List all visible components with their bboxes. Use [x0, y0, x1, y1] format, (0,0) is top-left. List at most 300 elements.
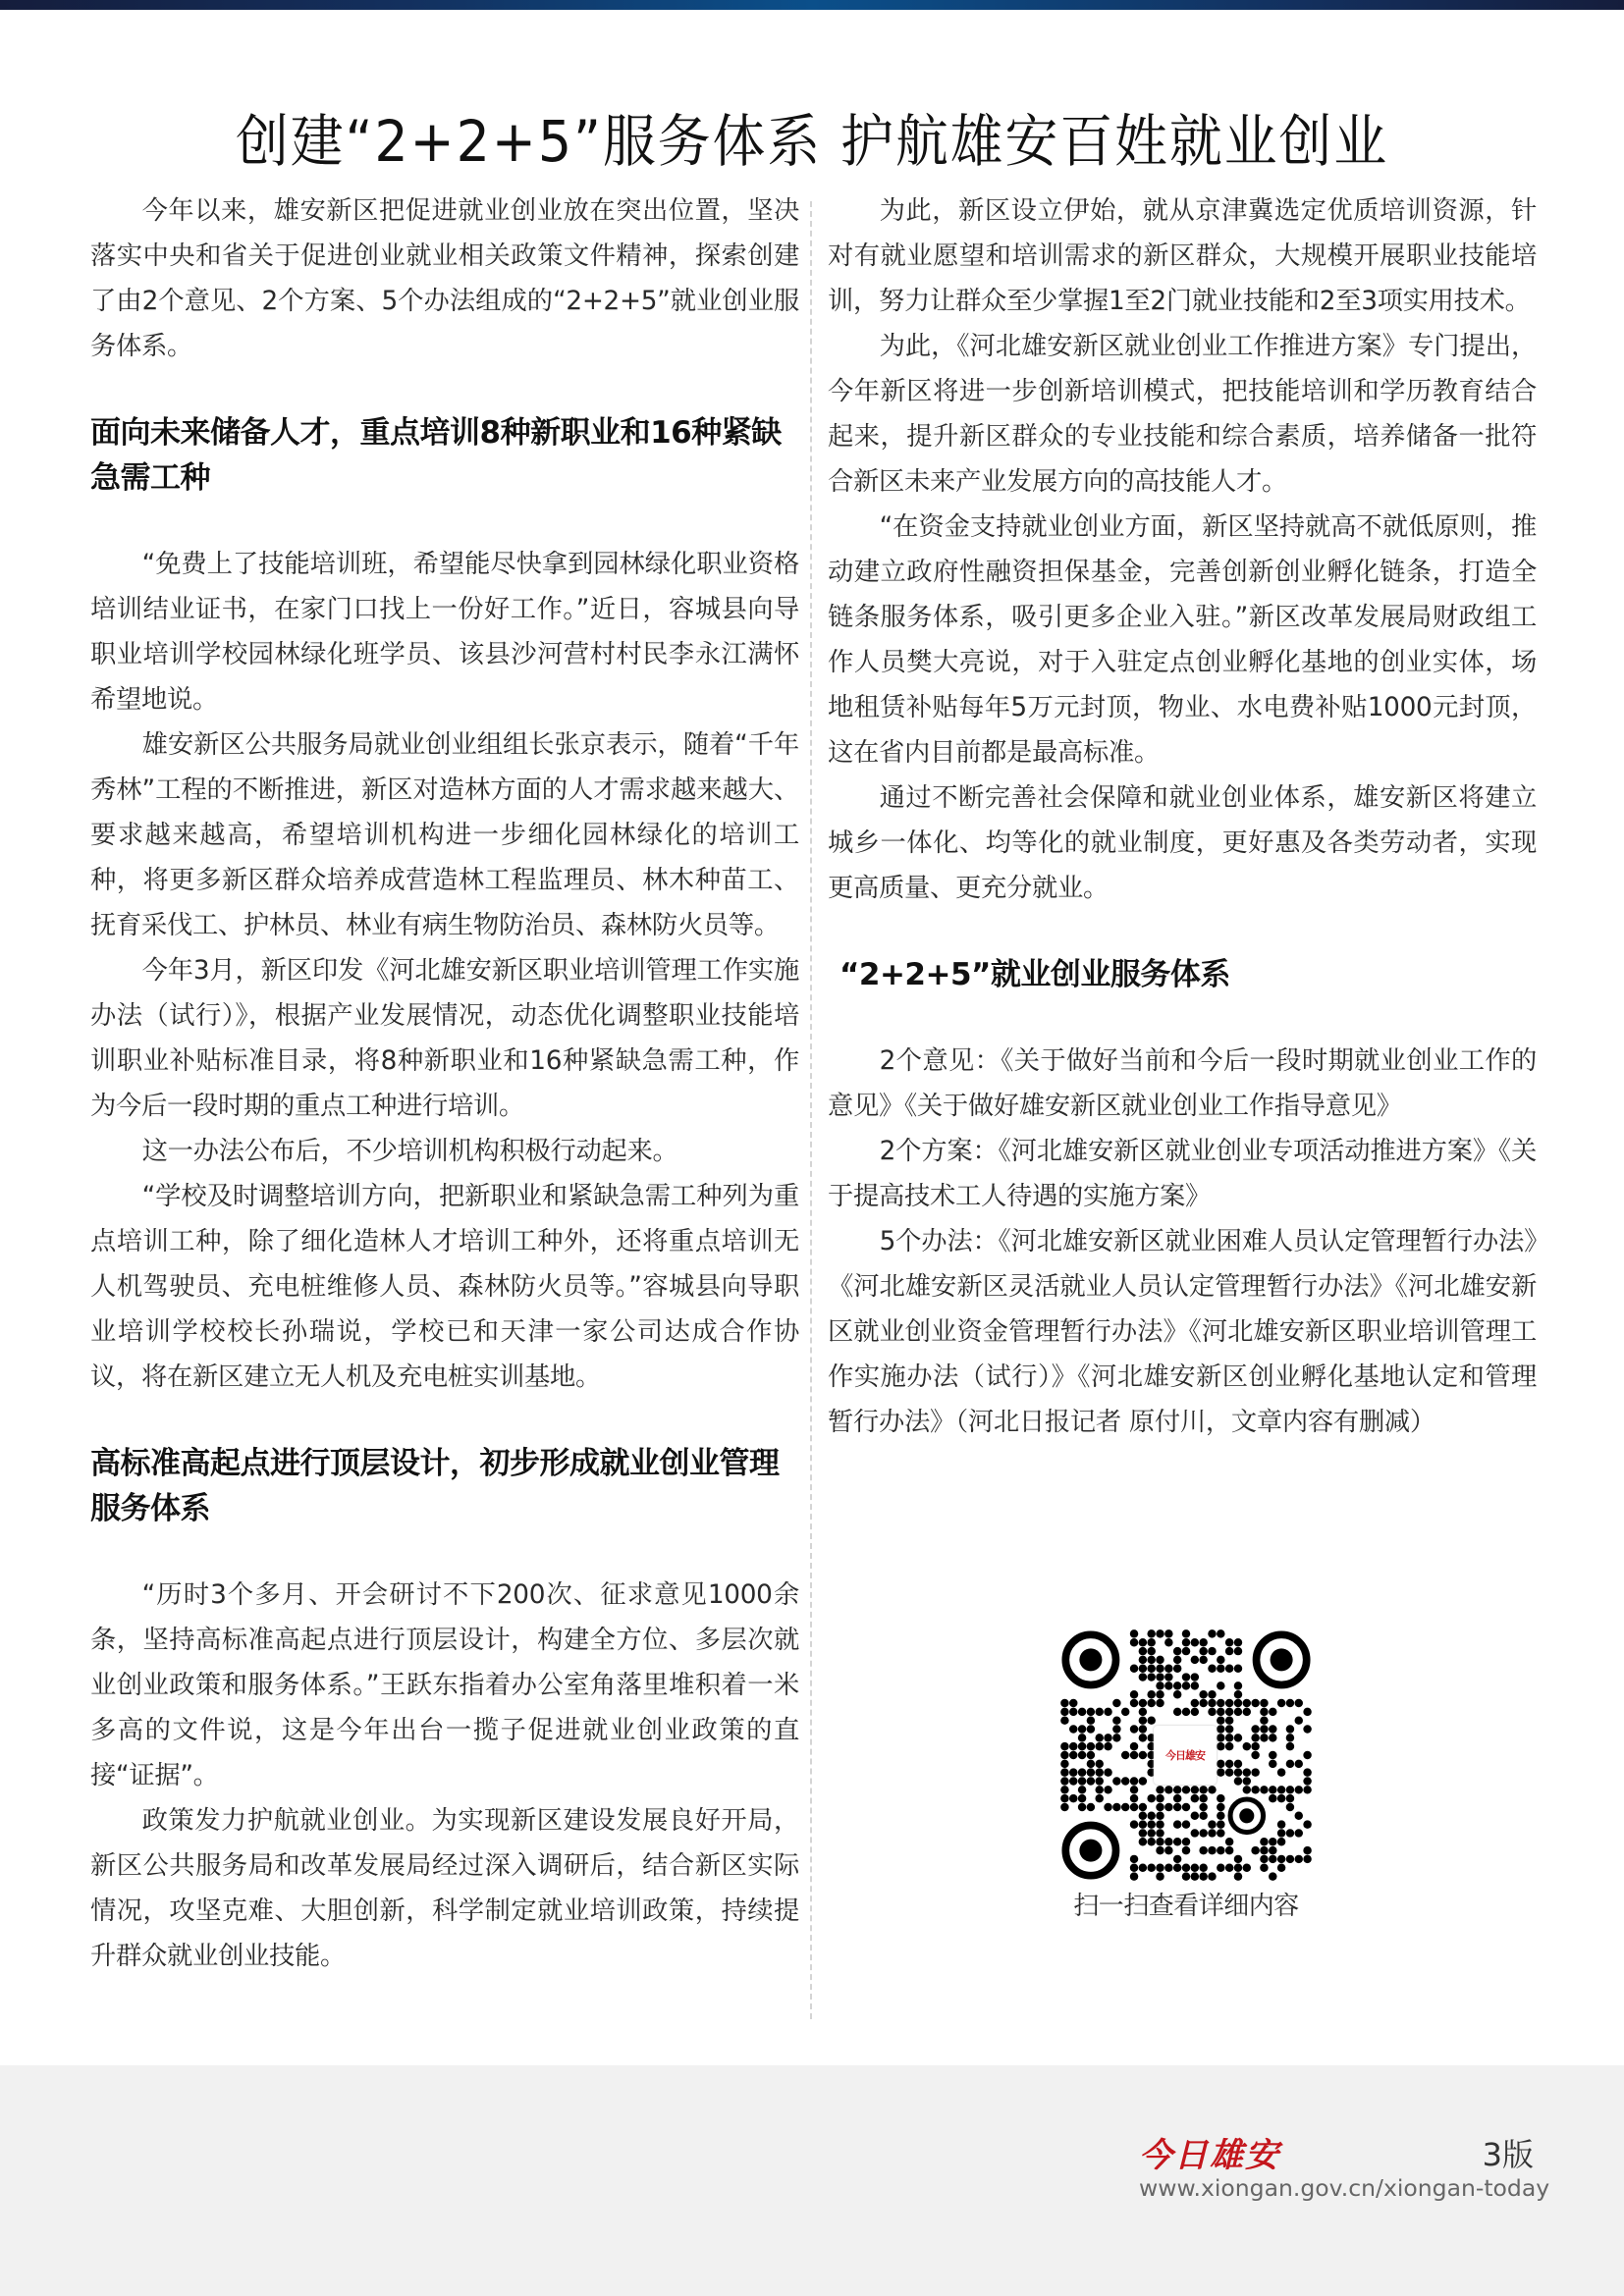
qr-module — [1199, 1647, 1207, 1655]
qr-module — [1060, 1742, 1068, 1750]
qr-module — [1243, 1742, 1251, 1750]
qr-module — [1130, 1725, 1138, 1733]
qr-module — [1112, 1803, 1120, 1811]
qr-module — [1078, 1777, 1086, 1785]
qr-caption: 扫一扫查看详细内容 — [1073, 1892, 1299, 1921]
qr-module — [1208, 1664, 1216, 1672]
qr-finder-dot — [1239, 1808, 1254, 1823]
qr-module — [1182, 1673, 1190, 1681]
qr-module — [1260, 1786, 1268, 1793]
body-paragraph: “学校及时调整培训方向，把新职业和紧缺急需工种列为重点培训工种，除了细化造林人才培训工种外，还将重点培训无人机驾驶员、充电桩维修人员、森林防火员等。”容城县向导职业培训学校校长孙瑞说，学校已和天津一家公司达成合作协议，将在新区建立无人机及充电桩实训基地。 — [90, 1182, 799, 1392]
qr-module — [1234, 1682, 1242, 1689]
qr-module — [1225, 1768, 1233, 1776]
qr-module — [1060, 1786, 1068, 1793]
qr-module — [1173, 1794, 1181, 1802]
qr-module — [1269, 1855, 1276, 1863]
qr-module — [1173, 1838, 1181, 1845]
qr-module — [1295, 1760, 1303, 1768]
qr-module — [1156, 1829, 1164, 1837]
footer-logo: 今日雄安 — [1139, 2136, 1280, 2175]
qr-module — [1156, 1699, 1164, 1707]
qr-module — [1260, 1855, 1268, 1863]
qr-module — [1147, 1656, 1155, 1664]
qr-module — [1225, 1708, 1233, 1716]
qr-module — [1147, 1673, 1155, 1681]
qr-module — [1087, 1768, 1095, 1776]
qr-module — [1104, 1786, 1111, 1793]
qr-module — [1156, 1673, 1164, 1681]
body-paragraph: “历时3个多月、开会研讨不下200次、征求意见1000余条，坚持高标准高起点进行顶层设计，构建全方位、多层次就业创业政策和服务体系。”王跃东指着办公室角落里堆积着一米多高的文件说，这是今年出台一揽子促进就业创业政策的直接“证据”。 — [90, 1580, 799, 1790]
qr-module — [1182, 1803, 1190, 1811]
qr-code-block[interactable] — [1060, 1629, 1312, 1926]
qr-module — [1087, 1760, 1095, 1768]
qr-module — [1269, 1760, 1276, 1768]
qr-module — [1121, 1777, 1129, 1785]
qr-module — [1173, 1708, 1181, 1716]
qr-module — [1208, 1846, 1216, 1854]
qr-module — [1078, 1734, 1086, 1741]
qr-module — [1208, 1699, 1216, 1707]
qr-module — [1217, 1629, 1224, 1637]
body-paragraph: “在资金支持就业创业方面，新区坚持就高不就低原则，推动建立政府性融资担保基金，完善创新创业孵化链条，打造全链条服务体系，吸引更多企业入驻。”新区改革发展局财政组工作人员樊大亮说，对于入驻定点创业孵化基地的创业实体，场地租赁补贴每年5万元封顶，物业、水电费补贴1000元封顶，这在省内目前都是最高标准。 — [828, 512, 1537, 768]
qr-module — [1104, 1734, 1111, 1741]
qr-module — [1303, 1820, 1311, 1828]
body-paragraph: 今年3月，新区印发《河北雄安新区职业培训管理工作实施办法（试行）》，根据产业发展情况，动态优化调整职业技能培训职业补贴标准目录，将8种新职业和16种紧缺急需工种，作为今后一段时期的重点工种进行培训。 — [90, 956, 799, 1121]
qr-module — [1191, 1786, 1199, 1793]
qr-module — [1130, 1629, 1138, 1637]
qr-module — [1217, 1682, 1224, 1689]
qr-module — [1147, 1664, 1155, 1672]
intro-paragraph: 今年以来，雄安新区把促进就业创业放在突出位置，坚决落实中央和省关于促进创业就业相关政策文件精神，探索创建了由2个意见、2个方案、5个办法组成的“2+2+5”就业创业服务体系。 — [90, 196, 799, 361]
qr-module — [1164, 1638, 1172, 1646]
qr-module — [1139, 1699, 1147, 1707]
qr-module — [1277, 1838, 1285, 1845]
qr-module — [1295, 1699, 1303, 1707]
qr-module — [1121, 1708, 1129, 1716]
qr-module — [1277, 1794, 1285, 1802]
qr-module — [1277, 1768, 1285, 1776]
qr-module — [1217, 1656, 1224, 1664]
column-divider — [810, 201, 812, 2019]
qr-module — [1087, 1803, 1095, 1811]
qr-module — [1139, 1777, 1147, 1785]
qr-module — [1156, 1846, 1164, 1854]
qr-code[interactable] — [1060, 1629, 1312, 1881]
qr-module — [1199, 1812, 1207, 1820]
qr-module — [1199, 1872, 1207, 1880]
qr-module — [1243, 1864, 1251, 1872]
qr-module — [1095, 1786, 1103, 1793]
qr-module — [1130, 1820, 1138, 1828]
qr-module — [1139, 1751, 1147, 1759]
qr-module — [1199, 1803, 1207, 1811]
qr-module — [1121, 1803, 1129, 1811]
qr-module — [1295, 1786, 1303, 1793]
qr-module — [1139, 1820, 1147, 1828]
qr-module — [1164, 1629, 1172, 1637]
qr-module — [1087, 1725, 1095, 1733]
qr-module — [1095, 1708, 1103, 1716]
qr-module — [1199, 1829, 1207, 1837]
qr-module — [1104, 1803, 1111, 1811]
qr-module — [1069, 1725, 1077, 1733]
qr-module — [1234, 1768, 1242, 1776]
qr-module — [1130, 1803, 1138, 1811]
page-number: 3版 — [1482, 2136, 1534, 2173]
qr-module — [1087, 1708, 1095, 1716]
qr-module — [1139, 1812, 1147, 1820]
qr-module — [1147, 1794, 1155, 1802]
qr-module — [1147, 1820, 1155, 1828]
qr-module — [1199, 1864, 1207, 1872]
qr-module — [1060, 1716, 1068, 1724]
qr-module — [1286, 1803, 1294, 1811]
qr-module — [1147, 1690, 1155, 1698]
qr-module — [1251, 1742, 1259, 1750]
qr-module — [1104, 1768, 1111, 1776]
qr-module — [1139, 1673, 1147, 1681]
qr-module — [1217, 1734, 1224, 1741]
qr-module — [1234, 1864, 1242, 1872]
qr-module — [1251, 1699, 1259, 1707]
system-item-measures: 5个办法：《河北雄安新区就业困难人员认定管理暂行办法》《河北雄安新区灵活就业人员认定管理暂行办法》《河北雄安新区就业创业资金管理暂行办法》《河北雄安新区职业培训管理工作实施办法（试行）》《河北雄安新区创业孵化基地认定和管理暂行办法》（河北日报记者 原付川，文章内容有删减） — [828, 1227, 1537, 1437]
qr-module — [1260, 1725, 1268, 1733]
qr-module — [1251, 1786, 1259, 1793]
qr-module — [1182, 1820, 1190, 1828]
qr-module — [1303, 1777, 1311, 1785]
qr-module — [1130, 1699, 1138, 1707]
qr-module — [1208, 1786, 1216, 1793]
qr-finder-dot — [1079, 1648, 1102, 1671]
qr-module — [1173, 1656, 1181, 1664]
qr-module — [1277, 1829, 1285, 1837]
body-paragraph: 雄安新区公共服务局就业创业组组长张京表示，随着“千年秀林”工程的不断推进，新区对造林方面的人才需求越来越大、要求越来越高，希望培训机构进一步细化园林绿化的培训工种，将更多新区群众培养成营造林工程监理员、林木种苗工、抚育采伐工、护林员、林业有病生物防治员、森林防火员等。 — [90, 730, 799, 940]
qr-module — [1286, 1760, 1294, 1768]
qr-module — [1139, 1647, 1147, 1655]
qr-module — [1164, 1786, 1172, 1793]
qr-module — [1277, 1864, 1285, 1872]
qr-module — [1087, 1751, 1095, 1759]
qr-module — [1234, 1734, 1242, 1741]
qr-module — [1156, 1812, 1164, 1820]
qr-module — [1208, 1820, 1216, 1828]
qr-module — [1286, 1699, 1294, 1707]
qr-module — [1251, 1725, 1259, 1733]
qr-module — [1060, 1699, 1068, 1707]
qr-module — [1078, 1786, 1086, 1793]
qr-module — [1069, 1751, 1077, 1759]
qr-module — [1234, 1690, 1242, 1698]
qr-module — [1217, 1768, 1224, 1776]
left-column — [90, 188, 799, 1979]
qr-module — [1156, 1682, 1164, 1689]
qr-module — [1139, 1656, 1147, 1664]
qr-module — [1078, 1742, 1086, 1750]
qr-module — [1139, 1664, 1147, 1672]
qr-module — [1243, 1699, 1251, 1707]
qr-module — [1295, 1716, 1303, 1724]
qr-module — [1225, 1647, 1233, 1655]
qr-module — [1087, 1742, 1095, 1750]
qr-module — [1217, 1664, 1224, 1672]
qr-module — [1260, 1716, 1268, 1724]
qr-module — [1095, 1777, 1103, 1785]
qr-module — [1164, 1803, 1172, 1811]
qr-module — [1173, 1690, 1181, 1698]
qr-module — [1182, 1682, 1190, 1689]
qr-module — [1286, 1794, 1294, 1802]
qr-module — [1139, 1638, 1147, 1646]
body-paragraph: 通过不断完善社会保障和就业创业体系，雄安新区将建立城乡一体化、均等化的就业制度，更好惠及各类劳动者，实现更高质量、更充分就业。 — [828, 783, 1537, 903]
qr-module — [1269, 1708, 1276, 1716]
qr-module — [1173, 1820, 1181, 1828]
qr-module — [1139, 1864, 1147, 1872]
qr-module — [1199, 1794, 1207, 1802]
qr-module — [1243, 1708, 1251, 1716]
qr-logo: 今日雄安 — [1154, 1726, 1217, 1785]
right-column — [828, 188, 1537, 1445]
top-accent-bar — [0, 0, 1624, 10]
qr-module — [1234, 1647, 1242, 1655]
system-heading: “2+2+5”就业创业服务体系 — [839, 957, 1230, 992]
qr-module — [1217, 1699, 1224, 1707]
qr-module — [1286, 1855, 1294, 1863]
qr-module — [1164, 1846, 1172, 1854]
qr-module — [1208, 1690, 1216, 1698]
section-heading: 高标准高起点进行顶层设计，初步形成就业创业管理服务体系 — [90, 1446, 780, 1526]
qr-module — [1112, 1716, 1120, 1724]
qr-module — [1208, 1872, 1216, 1880]
body-paragraph: 政策发力护航就业创业。为实现新区建设发展良好开局，新区公共服务局和改革发展局经过深入调研后，结合新区实际情况，攻坚克难、大胆创新，科学制定就业培训政策，持续提升群众就业创业技能。 — [90, 1806, 799, 1971]
qr-module — [1286, 1829, 1294, 1837]
qr-module — [1225, 1864, 1233, 1872]
qr-module — [1286, 1786, 1294, 1793]
qr-module — [1060, 1777, 1068, 1785]
qr-module — [1217, 1846, 1224, 1854]
qr-module — [1173, 1803, 1181, 1811]
qr-module — [1251, 1768, 1259, 1776]
qr-module — [1069, 1708, 1077, 1716]
qr-module — [1104, 1708, 1111, 1716]
qr-module — [1095, 1760, 1103, 1768]
qr-finder-dot — [1271, 1648, 1293, 1671]
qr-module — [1208, 1629, 1216, 1637]
qr-module — [1191, 1699, 1199, 1707]
qr-module — [1303, 1708, 1311, 1716]
qr-module — [1078, 1725, 1086, 1733]
qr-module — [1173, 1682, 1181, 1689]
qr-module — [1260, 1864, 1268, 1872]
qr-module — [1286, 1725, 1294, 1733]
qr-module — [1191, 1656, 1199, 1664]
qr-module — [1182, 1786, 1190, 1793]
qr-module — [1199, 1846, 1207, 1854]
qr-module — [1217, 1760, 1224, 1768]
qr-module — [1191, 1794, 1199, 1802]
qr-module — [1147, 1838, 1155, 1845]
qr-module — [1147, 1812, 1155, 1820]
body-paragraph: 为此，新区设立伊始，就从京津冀选定优质培训资源，针对有就业愿望和培训需求的新区群众，大规模开展职业技能培训，努力让群众至少掌握1至2门就业技能和2至3项实用技术。 — [828, 196, 1537, 316]
qr-module — [1060, 1803, 1068, 1811]
qr-module — [1191, 1872, 1199, 1880]
system-item-opinions: 2个意见：《关于做好当前和今后一段时期就业创业工作的意见》《关于做好雄安新区就业创业工作指导意见》 — [828, 1046, 1537, 1121]
qr-module — [1156, 1690, 1164, 1698]
body-paragraph: 这一办法公布后，不少培训机构积极行动起来。 — [141, 1137, 678, 1166]
qr-module — [1147, 1638, 1155, 1646]
qr-module — [1199, 1638, 1207, 1646]
qr-module — [1182, 1638, 1190, 1646]
qr-module — [1147, 1699, 1155, 1707]
qr-module — [1173, 1647, 1181, 1655]
qr-module — [1225, 1699, 1233, 1707]
qr-module — [1095, 1734, 1103, 1741]
qr-module — [1095, 1768, 1103, 1776]
qr-module — [1208, 1829, 1216, 1837]
qr-module — [1234, 1777, 1242, 1785]
qr-module — [1260, 1846, 1268, 1854]
qr-module — [1164, 1673, 1172, 1681]
qr-module — [1069, 1777, 1077, 1785]
qr-module — [1269, 1846, 1276, 1854]
qr-module — [1156, 1838, 1164, 1845]
qr-module — [1182, 1629, 1190, 1637]
qr-module — [1217, 1829, 1224, 1837]
qr-module — [1234, 1708, 1242, 1716]
qr-module — [1277, 1699, 1285, 1707]
qr-module — [1217, 1812, 1224, 1820]
qr-module — [1217, 1794, 1224, 1802]
qr-module — [1303, 1846, 1311, 1854]
qr-module — [1303, 1751, 1311, 1759]
footer-url[interactable]: www.xiongan.gov.cn/xiongan-today — [1139, 2174, 1550, 2202]
qr-module — [1286, 1734, 1294, 1741]
qr-module — [1156, 1864, 1164, 1872]
qr-module — [1130, 1777, 1138, 1785]
qr-module — [1286, 1742, 1294, 1750]
qr-module — [1225, 1725, 1233, 1733]
qr-module — [1191, 1682, 1199, 1689]
qr-module — [1234, 1872, 1242, 1880]
qr-module — [1130, 1751, 1138, 1759]
qr-module — [1303, 1855, 1311, 1863]
qr-module — [1112, 1699, 1120, 1707]
qr-module — [1217, 1864, 1224, 1872]
qr-module — [1069, 1699, 1077, 1707]
qr-module — [1199, 1786, 1207, 1793]
qr-module — [1277, 1786, 1285, 1793]
qr-module — [1251, 1846, 1259, 1854]
qr-module — [1156, 1803, 1164, 1811]
qr-module — [1260, 1734, 1268, 1741]
qr-module — [1277, 1820, 1285, 1828]
qr-module — [1139, 1803, 1147, 1811]
qr-module — [1164, 1682, 1172, 1689]
qr-module — [1173, 1786, 1181, 1793]
qr-module — [1269, 1872, 1276, 1880]
qr-module — [1182, 1647, 1190, 1655]
qr-module — [1217, 1820, 1224, 1828]
qr-module — [1060, 1751, 1068, 1759]
qr-module — [1234, 1855, 1242, 1863]
qr-module — [1078, 1751, 1086, 1759]
qr-module — [1217, 1725, 1224, 1733]
qr-module — [1139, 1725, 1147, 1733]
qr-module — [1243, 1777, 1251, 1785]
qr-finder-dot — [1079, 1840, 1102, 1862]
qr-module — [1147, 1647, 1155, 1655]
qr-module — [1260, 1838, 1268, 1845]
qr-module — [1191, 1864, 1199, 1872]
qr-module — [1225, 1742, 1233, 1750]
qr-module — [1060, 1760, 1068, 1768]
qr-module — [1156, 1656, 1164, 1664]
qr-module — [1251, 1734, 1259, 1741]
qr-module — [1303, 1786, 1311, 1793]
qr-module — [1164, 1864, 1172, 1872]
qr-module — [1147, 1864, 1155, 1872]
qr-module — [1095, 1794, 1103, 1802]
qr-module — [1243, 1768, 1251, 1776]
qr-module — [1130, 1742, 1138, 1750]
qr-module — [1225, 1664, 1233, 1672]
qr-module — [1269, 1838, 1276, 1845]
qr-module — [1182, 1864, 1190, 1872]
qr-module — [1173, 1664, 1181, 1672]
qr-module — [1303, 1768, 1311, 1776]
qr-module — [1156, 1664, 1164, 1672]
qr-module — [1199, 1690, 1207, 1698]
qr-module — [1069, 1794, 1077, 1802]
qr-module — [1173, 1855, 1181, 1863]
qr-module — [1191, 1812, 1199, 1820]
qr-module — [1121, 1751, 1129, 1759]
qr-module — [1060, 1708, 1068, 1716]
qr-module — [1156, 1786, 1164, 1793]
qr-module — [1303, 1725, 1311, 1733]
qr-module — [1182, 1708, 1190, 1716]
qr-module — [1251, 1751, 1259, 1759]
qr-module — [1060, 1768, 1068, 1776]
qr-module — [1217, 1708, 1224, 1716]
qr-module — [1225, 1838, 1233, 1845]
qr-module — [1060, 1794, 1068, 1802]
qr-module — [1217, 1803, 1224, 1811]
qr-module — [1087, 1716, 1095, 1724]
qr-module — [1130, 1786, 1138, 1793]
qr-module — [1191, 1829, 1199, 1837]
qr-module — [1130, 1664, 1138, 1672]
qr-module — [1234, 1664, 1242, 1672]
qr-module — [1191, 1708, 1199, 1716]
qr-module — [1078, 1708, 1086, 1716]
qr-module — [1130, 1864, 1138, 1872]
qr-module — [1130, 1855, 1138, 1863]
body-paragraph: “免费上了技能培训班，希望能尽快拿到园林绿化职业资格培训结业证书，在家门口找上一份好工作。”近日，容城县向导职业培训学校园林绿化班学员、该县沙河营村村民李永江满怀希望地说。 — [90, 550, 799, 715]
qr-module — [1277, 1855, 1285, 1863]
qr-module — [1217, 1716, 1224, 1724]
qr-module — [1191, 1673, 1199, 1681]
qr-module — [1156, 1794, 1164, 1802]
qr-module — [1269, 1751, 1276, 1759]
qr-module — [1139, 1716, 1147, 1724]
qr-module — [1269, 1734, 1276, 1741]
page-title: 创建“2+2+5”服务体系 护航雄安百姓就业创业 — [235, 107, 1389, 175]
qr-module — [1199, 1656, 1207, 1664]
qr-module — [1295, 1812, 1303, 1820]
qr-module — [1156, 1820, 1164, 1828]
qr-module — [1260, 1708, 1268, 1716]
qr-module — [1156, 1872, 1164, 1880]
